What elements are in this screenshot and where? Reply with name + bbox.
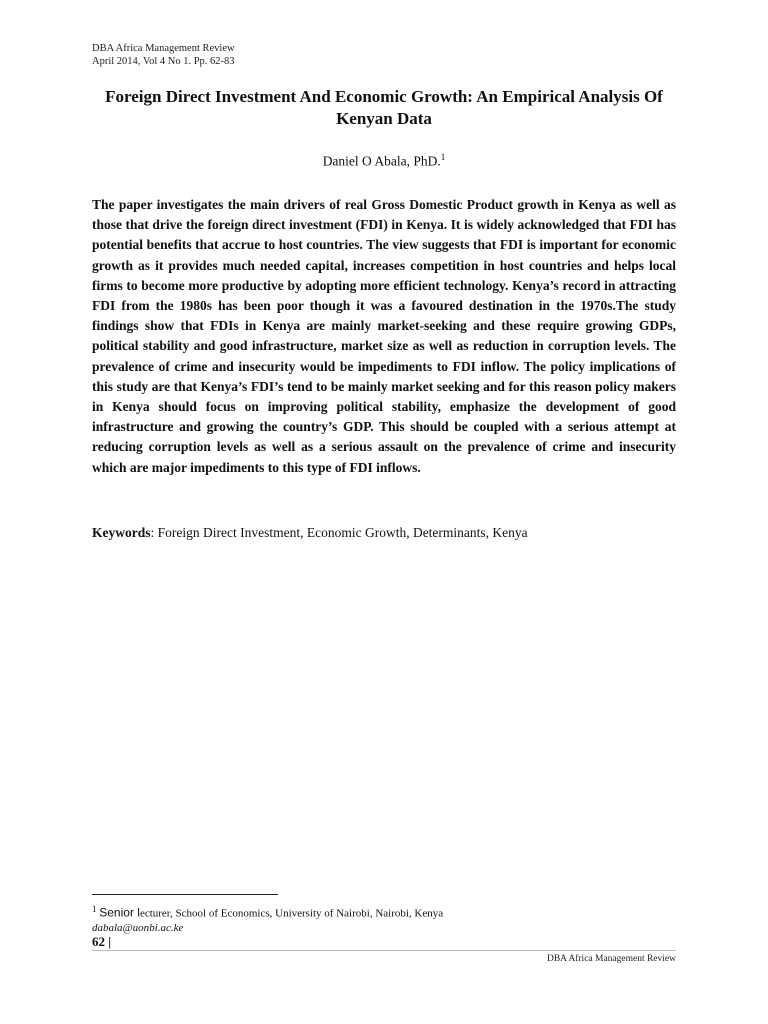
footnote-divider	[92, 894, 278, 895]
footnote-affiliation: ecturer, School of Economics, University of Nairobi, Nairobi, Kenya	[139, 907, 444, 920]
author-footnote-marker[interactable]: 1	[440, 152, 446, 162]
footer-divider	[92, 950, 676, 951]
paper-title: Foreign Direct Investment And Economic Growth: An Empirical Analysis Of Kenyan Data	[105, 87, 663, 128]
footer-journal-name: DBA Africa Management Review	[546, 954, 676, 964]
footnote-senior-word: Senior l	[99, 905, 140, 920]
keywords-list: : Foreign Direct Investment, Economic Growth, Determinants, Kenya	[150, 525, 528, 540]
footnote-email[interactable]: dabala@uonbi.ac.ke	[92, 921, 184, 934]
keywords-label: Keywords	[92, 525, 151, 540]
footnote-marker: 1	[92, 904, 97, 914]
author-name: Daniel O Abala, PhD.	[322, 153, 441, 169]
footnote	[92, 902, 443, 935]
author-line	[92, 152, 676, 170]
journal-header	[92, 42, 235, 68]
journal-name: DBA Africa Management Review	[92, 43, 235, 54]
keywords-line	[92, 525, 676, 541]
page-number: 62 |	[92, 934, 112, 949]
abstract-text: The paper investigates the main drivers of real Gross Domestic Product growth in Kenya as well as those that drive the foreign direct investment (FDI) in Kenya. It is widely acknowledged that FDI has potential benefits that accrue to host countries. The view suggests that FDI is important for economic growth as it provides much needed capital, increases competition in host countries and helps local firms to become more productive by adopting more efficient technology. Kenya’s record in attracting FDI from the 1980s has been poor though it was a favoured destination in the 1970s.The study findings show that FDIs in Kenya are mainly market-seeking and these require growing GDPs, political stability and good infrastructure, market size as well as reduction in corruption levels. The prevalence of crime and insecurity would be impediments to FDI inflow. The policy implications of this study are that Kenya’s FDI’s tend to be mainly market seeking and for this reason policy makers in Kenya should focus on improving political stability, emphasize the development of good infrastructure and growing the country’s GDP. This should be coupled with a serious attempt at reducing corruption levels as well as a serious assault on the prevalence of crime and insecurity which are major impediments to this type of FDI inflows.	[92, 197, 676, 475]
journal-issue: April 2014, Vol 4 No 1. Pp. 62-83	[92, 56, 235, 67]
